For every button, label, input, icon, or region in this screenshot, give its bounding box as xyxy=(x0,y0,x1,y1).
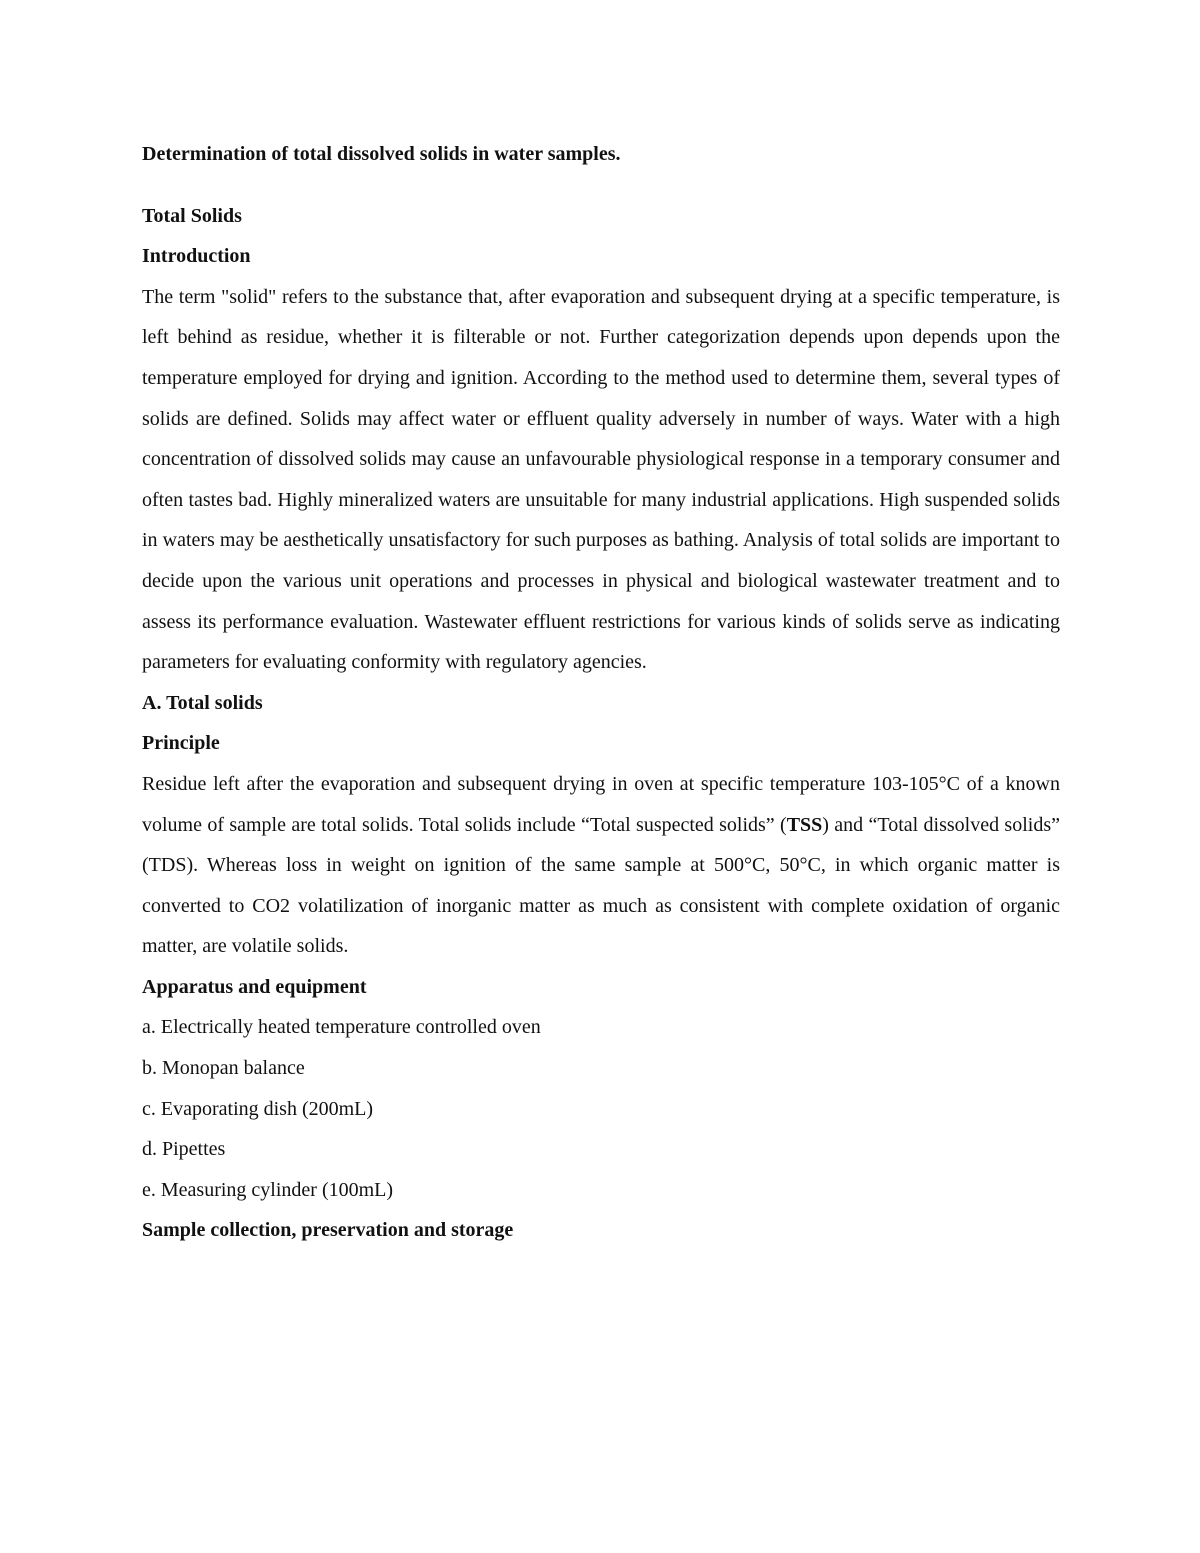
apparatus-item: e. Measuring cylinder (100mL) xyxy=(142,1178,394,1201)
apparatus-item: d. Pipettes xyxy=(142,1138,226,1161)
heading-apparatus: Apparatus and equipment xyxy=(142,975,367,998)
apparatus-item: b. Monopan balance xyxy=(142,1057,305,1080)
heading-introduction: Introduction xyxy=(142,245,251,268)
apparatus-item: a. Electrically heated temperature controlled oven xyxy=(142,1016,541,1039)
introduction-paragraph: The term "solid" refers to the substance that, after evaporation and subsequent drying at a specific temperature, is left behind as residue, whether it is filterable or not. Further categorization depends upon depends upon the temperature employed for drying and ignition. According to the method used to determine them, several types of solids are defined. Solids may affect water or effluent quality adversely in number of ways. Water with a high concentration of dissolved solids may cause an unfavourable physiological response in a temporary consumer and often tastes bad. Highly mineralized waters are unsuitable for many industrial applications. High suspended solids in waters may be aesthetically unsatisfactory for such purposes as bathing. Analysis of total solids are important to decide upon the various unit operations and processes in physical and biological wastewater treatment and to assess its performance evaluation. Wastewater effluent restrictions for various kinds of solids serve as indicating parameters for evaluating conformity with regulatory agencies. xyxy=(142,285,1060,674)
principle-text-part2: ) and “Total dissolved solids” (TDS). Whereas loss in weight on ignition of the same sample at 500°C, 50°C, in which organic matter is converted to CO2 volatilization of inorganic matter as much as consistent with complete oxidation of organic matter, are volatile solids. xyxy=(142,813,1060,958)
section-heading-total-solids: Total Solids xyxy=(142,204,242,227)
heading-principle: Principle xyxy=(142,732,220,755)
apparatus-item: c. Evaporating dish (200mL) xyxy=(142,1097,374,1120)
principle-paragraph xyxy=(142,764,1060,967)
principle-text-part1: Residue left after the evaporation and subsequent drying in oven at specific temperature 103-105°C of a known volume of sample are total solids. Total solids include “Total suspected solids” ( xyxy=(142,772,1060,836)
principle-text-tss: TSS xyxy=(786,813,823,836)
heading-a-total-solids: A. Total solids xyxy=(142,691,263,714)
document-page xyxy=(142,134,1060,1251)
heading-sample-collection: Sample collection, preservation and storage xyxy=(142,1219,514,1242)
document-title: Determination of total dissolved solids in water samples. xyxy=(142,143,621,165)
